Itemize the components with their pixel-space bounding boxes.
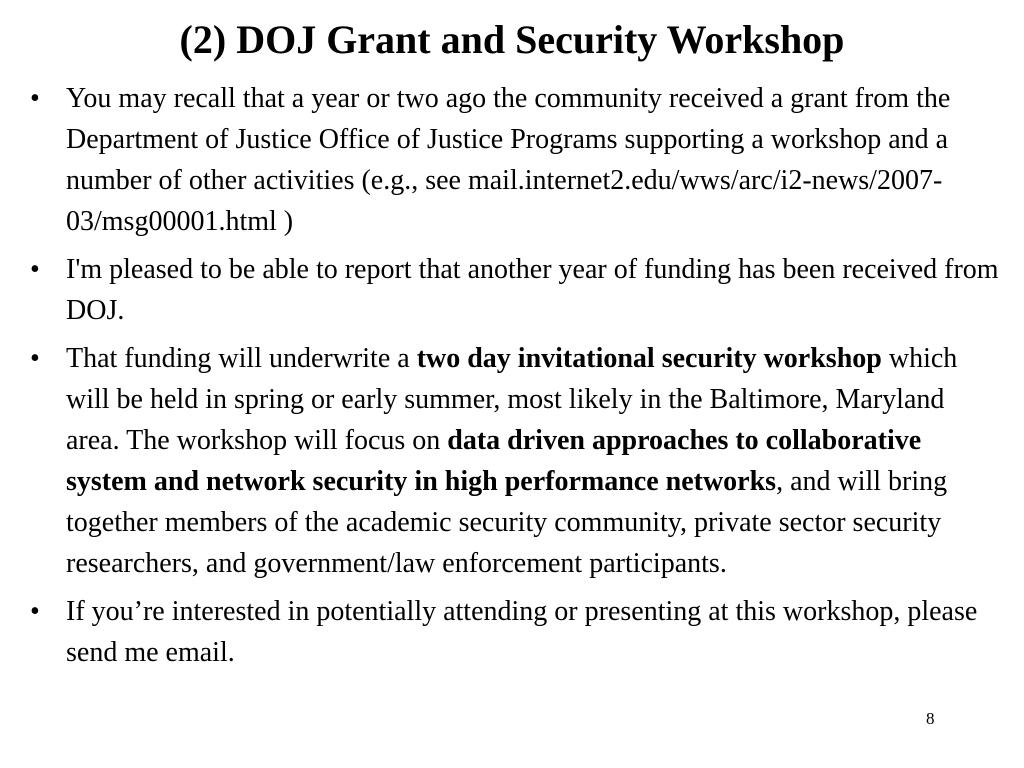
page-number: 8 xyxy=(926,709,935,728)
bullet-text: I'm pleased to be able to report that another year of funding has been received from DOJ. xyxy=(66,254,999,326)
bullet-item-funding-received xyxy=(30,249,1000,331)
archive-url: mail.internet2.edu/wws/arc/i2-news/2007-03/msg00001.html xyxy=(66,165,943,237)
bullet-item-workshop-details xyxy=(30,338,1000,584)
bullet-text-end: ) xyxy=(276,206,294,237)
bullet-item-grant-recall xyxy=(30,78,1000,242)
bullet-text-middle: which will be held in spring or early summer, most likely in the Baltimore, Maryland area. The workshop will focus on xyxy=(66,343,958,456)
workshop-name-emphasis: two day invitational security workshop xyxy=(416,343,882,374)
workshop-focus-emphasis: data driven approaches to collaborative system and network security in high performance networks xyxy=(66,425,922,497)
bullet-dot-icon: • xyxy=(30,343,40,374)
bullet-dot-icon: • xyxy=(30,254,40,285)
bullet-dot-icon: • xyxy=(30,83,40,114)
bullet-item-contact xyxy=(30,591,1000,673)
bullet-text: If you’re interested in potentially attending or presenting at this workshop, please send me email. xyxy=(66,596,978,668)
bullet-text: That funding will underwrite a xyxy=(66,343,417,374)
bullet-list xyxy=(30,78,1000,680)
bullet-dot-icon: • xyxy=(30,596,40,627)
bullet-text: You may recall that a year or two ago the community received a grant from the Department of Justice Office of Justice Programs supporting a workshop and a number of other activities (e.g., see xyxy=(66,83,951,196)
bullet-text-end: , and will bring together members of the academic security community, private sector security researchers, and government/law enforcement participants. xyxy=(66,466,948,579)
slide-title: (2) DOJ Grant and Security Workshop xyxy=(179,17,845,62)
